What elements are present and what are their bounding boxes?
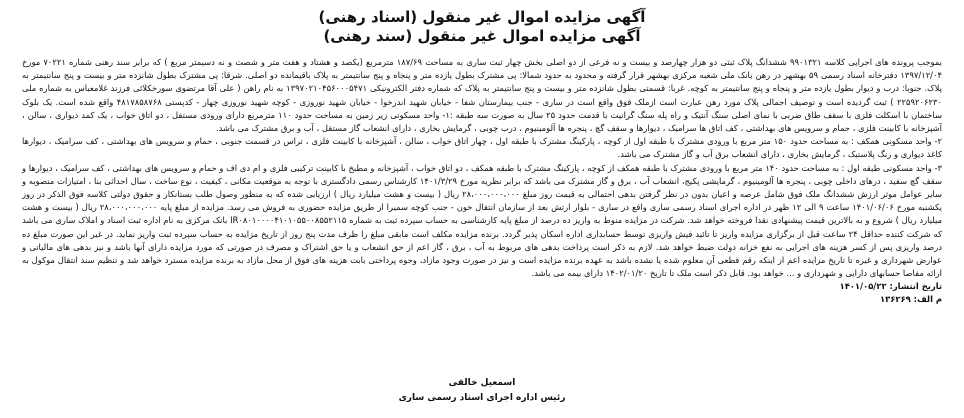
notice-meta — [22, 280, 942, 306]
signatory-name: اسمعیل خالقی — [448, 378, 516, 388]
notice-body — [22, 56, 942, 280]
file-number: م الف: ۱۳۶۲۶۹ — [880, 294, 942, 305]
signatory-position: رئیس اداره اجرای اسناد رسمی ساری — [398, 393, 566, 403]
notice-title-secondary: آگهی مزایده اموال غیر منقول (سند رهنی) — [323, 27, 641, 45]
notice-paragraph-property-description: بموجب پرونده های اجرایی کلاسه ۹۹۰۱۳۲۱ ششدانگ پلاک ثبتی دو هزار چهارصد و بیست و نه فرعی از دو اصلی بخش چهار ثبت ساری به مساحت ۱۸۷/۶۹ مترمربع (یکصد و هشتاد و هفت متر و شصت و نه دسیمتر مربع ) که برابر سند رهنی شماره ۷۰۲۲۱ مورخ ۱۳۹۷/۱۲/۰۴ دفترخانه اسناد رسمی ۵۹ بهشهر در رهن بانک ملی شعبه مرکزی بهشهر قرار گرفته و محدود به حدود شمالا: پی مشترک بطول یازده متر و پنجاه و پنج سانتیمتر به پلاک باقیمانده دو اصلی. شرقا: پی مشترک بطول شانزده متر و بیست و پنج سانتیمتر به پلاک. جنوبا: درب و دیوار بطول یازده متر و پنجاه و پنج سانتیمتر به کوچه. غربا: قسمتی بطول شانزده متر و بیست و پنج سانتیمتر به پلاک که شماره دفتر الکترونیکی ۱۳۹۷۰۲۱۰۴۵۶۰۰۰۵۴۷۱ به نام راهن ( علی آقا مرتضوی سورخکلائی فرزند غلامعباس به شماره ملی ۲۲۵۹۲۰۶۲۳۰ ) ثبت گردیده است و توصیف اجمالی پلاک مورد رهن عبارت است ازملک فوق واقع است در ساری - جنب بیمارستان شفا - خیابان شهید اندرخوا - خیابان شهید نوروزی - کوچه شهید نوروزی چهار - کدپستی ۴۸۱۷۸۵۸۷۶۸ واقع شده است. یک بلوک ساختمان با اسکلت فلزی با سقف طاق ضربی با نمای اصلی سنگ آنتیک و راه پله سنگ گرانیت با قدمت حدود ۲۵ سال به صورت سه طبقه :۱- واحد مسکونی زیر زمین به مساحت حدود ۱۱۰ مترمربع دارای ورودی مستقل ، دو اتاق خواب ، یک کمد دیواری ، سالن ، آشپزخانه با کابینت فلزی ، حمام و سرویس های بهداشتی ، کف اتاق ها سرامیک ، دیوارها و سقف گچ ، پنجره ها آلومینیوم ، درب چوبی ، گرمایش بخاری ، دارای انشعاب گاز مستقل ، آب و برق مشترک می باشد. — [22, 57, 943, 134]
notice-paragraph-first-floor-and-terms: ۳- واحد مسکونی طبقه اول : به مساحت حدود ۱۴۰ متر مربع با ورودی مشترک با طبقه همکف از کوچه ، پارکینگ مشترک با طبقه همکف ، دو اتاق خواب ، آشپزخانه و مطبخ با کابینت ترکیبی فلزی و ام دی اف و حمام و سرویس های بهداشتی ، کف سرامیک ، دیوارها و سقف گچ سفید ، درهای داخلی چوبی ، پنجره ها آلومینیوم ، گرمایشی پکیج، انشعاب آب ، برق و گاز مشترک می باشد که برابر نظریه مورخ ۱۴۰۱/۳/۲۹ کارشناس رسمی دادگستری با توجه به موقعیت مکانی ، کیفیت ، نوع ساخت ، سال احداثی بنا ، امتیازات منصوبه و سایر عوامل موثر ارزش ششدانگ ملک فوق شامل عرصه و اعیان بدون در نظر گرفتن بدهی احتمالی به قیمت روز مبلغ ۲۸،۰۰۰،۰۰۰،۰۰۰ ریال ( بیست و هشت میلیارد ریال ) ارزیابی شده که به منظور وصول طلب بستانکار و حقوق دولتی کلاسه فوق الذکر در روز یکشنبه مورخ ۱۴۰۱/۰۶/۰۶ ساعت ۹ الی ۱۲ ظهر در اداره اجرای اسناد رسمی ساری واقع در ساری - بلوار ارتش بعد از سازمان انتقال خون - جنب کوچه سمیرا از طریق مزایده حضوری به فروش می رسد. مزایده از مبلغ پایه ۲۸،۰۰۰،۰۰۰،۰۰۰ ریال ( بیست و هشت میلیارد ریال ) شروع و به بالاترین قیمت پیشنهادی نقدا فروخته خواهد شد. شرکت در مزایده منوط به واریز ده درصد از مبلغ پایه کارشناسی به حساب سپرده ثبت به شماره IR۰۸۰۱۰۰۰۰۴۱۰۱۰۵۵۰۰۸۵۵۲۱۱۵ بانک مرکزی به نام اداره ثبت اسناد و املاک ساری می باشد که شرکت کننده حداقل ۲۴ ساعت قبل از برگزاری مزایده واریز تا تائید فیش واریزی توسط حسابداری اداره اسکان پذیر گردد. برنده مزایده مکلف است مابقی مبلغ را ظرف مدت پنج روز از تاریخ مزایده به حساب سپرده ثبت واریز نماید. در غیر این صورت مبلغ ده درصد واریزی پس از کسر هزینه های اجرایی به نفع خزانه دولت ضبط خواهد شد. لازم به ذکر است پرداخت بدهی های مربوط به آب ، برق ، گاز اعم از حق انشعاب و یا حق اشتراک و مصرف در صورتی که مورد مزایده دارای آنها باشد و نیز بدهی های مالیاتی و عوارض شهرداری و غیره تا تاریخ مزایده اعم از اینکه رقم قطعی آن معلوم شده یا نشده باشد به عهده برنده مزایده است و نیز در صورت وجود مازاد، وجوه پرداختی بابت هزینه های فوق از محل مازاد به برنده مزایده مسترد خواهد شد و تنظیم سند انتقال موکول به ارائه مفاصا حسابهای دارایی و شهرداری و ... خواهد بود. قابل ذکر است ملک تا تاریخ ۱۴۰۲/۰۱/۲۰ دارای بیمه می باشد. — [22, 162, 943, 279]
publish-date: تاریخ انتشار: ۱۴۰۱/۰۵/۲۲ — [839, 281, 942, 292]
notice-paragraph-ground-floor-unit: ۲- واحد مسکونی همکف : به مساحت حدود ۱۵۰ متر مربع با ورودی مشترک با طبقه اول از کوچه ، پارکینگ مشترک با طبقه اول ، چهار اتاق خواب ، سالن ، آشپزخانه با کابینت فلزی ، تراس در قسمت جنوبی ، حمام و سرویس های بهداشتی ، کف سرامیک ، دیوارها کاغذ دیواری و رنگ پلاستیک ، گرمایش بخاری ، دارای انشعاب برق آب و گاز مشترک می باشد. — [22, 136, 942, 160]
notice-title-primary: آگهی مزایده اموال غیر منقول (اسناد رهنی) — [318, 8, 646, 26]
signature-block — [0, 376, 964, 406]
